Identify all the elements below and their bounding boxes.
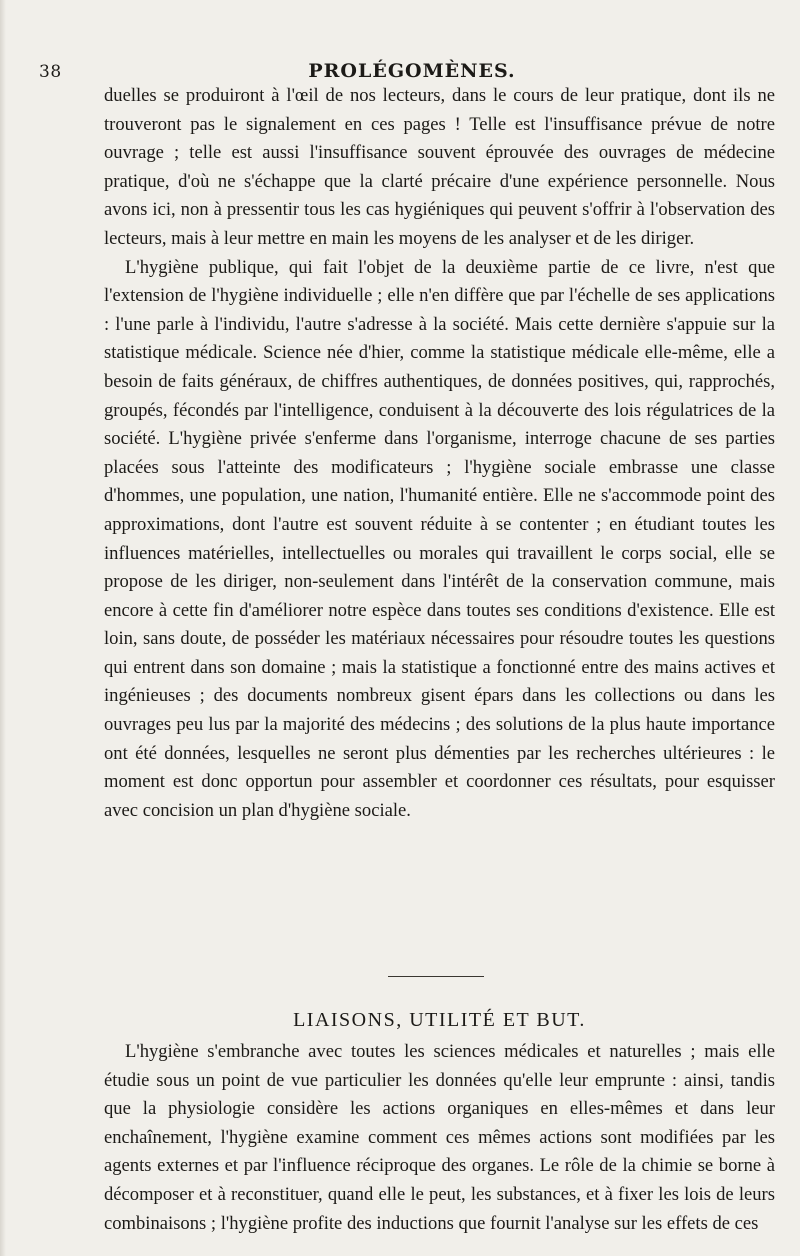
main-text-block (104, 82, 775, 825)
page-number: 38 (39, 62, 62, 82)
section-divider-rule (388, 976, 484, 977)
paragraph-liaisons: L'hygiène s'embranche avec toutes les sciences médicales et naturelles ; mais elle étudie sous un point de vue particulier les données qu'elle leur emprunte : ainsi, tandis que la physiologie considère les actions organiques en elles-mêmes et dans leur enchaînement, l'hygiène examine comment ces mêmes actions sont modifiées par les agents externes et par l'influence réciproque des organes. Le rôle de la chimie se borne à décomposer et à reconstituer, quand elle le peut, les substances, et à fixer les lois de leurs combinaisons ; l'hygiène profite des inductions que fournit l'analyse sur les effets de ces (104, 1041, 775, 1234)
running-title: PROLÉGOMÈNES. (308, 60, 516, 82)
section-text-block (104, 1038, 775, 1238)
section-heading: LIAISONS, UTILITÉ ET BUT. (293, 1009, 586, 1031)
paragraph-continuation: duelles se produiront à l'œil de nos lecteurs, dans le cours de leur pratique, dont ils ne trouveront pas le signalement en ces pages ! Telle est l'insuffisance prévue de notre ouvrage ; telle est aussi l'insuffisance souvent éprouvée des ouvrages de médecine pratique, d'où ne s'échappe que la clarté précaire d'une expérience personnelle. Nous avons ici, non à pressentir tous les cas hygiéniques qui peuvent s'offrir à l'observation des lecteurs, mais à leur mettre en main les moyens de les analyser et de les diriger. (104, 85, 775, 249)
page-edge-shadow (0, 0, 6, 1256)
paragraph-public-hygiene: L'hygiène publique, qui fait l'objet de la deuxième partie de ce livre, n'est que l'extension de l'hygiène individuelle ; elle n'en diffère que par l'échelle de ses applications : l'une parle à l'individu, l'autre s'adresse à la société. Mais cette dernière s'appuie sur la statistique médicale. Science née d'hier, comme la statistique médicale elle-même, elle a besoin de faits généraux, de chiffres authentiques, de données positives, qui, rapprochés, groupés, fécondés par l'intelligence, conduisent à la découverte des lois régulatrices de la société. L'hygiène privée s'enferme dans l'organisme, interroge chacune de ses parties placées sous l'atteinte des modificateurs ; l'hygiène sociale embrasse une classe d'hommes, une population, une nation, l'humanité entière. Elle ne s'accommode point des approximations, dont l'autre est souvent réduite à se contenter ; en étudiant toutes les influences matérielles, intellectuelles ou morales qui travaillent le corps social, elle se propose de les diriger, non-seulement dans l'intérêt de la conservation commune, mais encore à cette fin d'améliorer notre espèce dans toutes ses conditions d'existence. Elle est loin, sans doute, de posséder les matériaux nécessaires pour résoudre toutes les questions qui entrent dans son domaine ; mais la statistique a fonctionné entre des mains actives et ingénieuses ; des documents nombreux gisent épars dans les collections ou dans les ouvrages peu lus par la majorité des médecins ; des solutions de la plus haute importance ont été données, lesquelles ne seront plus démenties par les recherches ultérieures : le moment est donc opportun pour assembler et coordonner ces résultats, pour esquisser avec concision un plan d'hygiène sociale. (104, 256, 775, 821)
